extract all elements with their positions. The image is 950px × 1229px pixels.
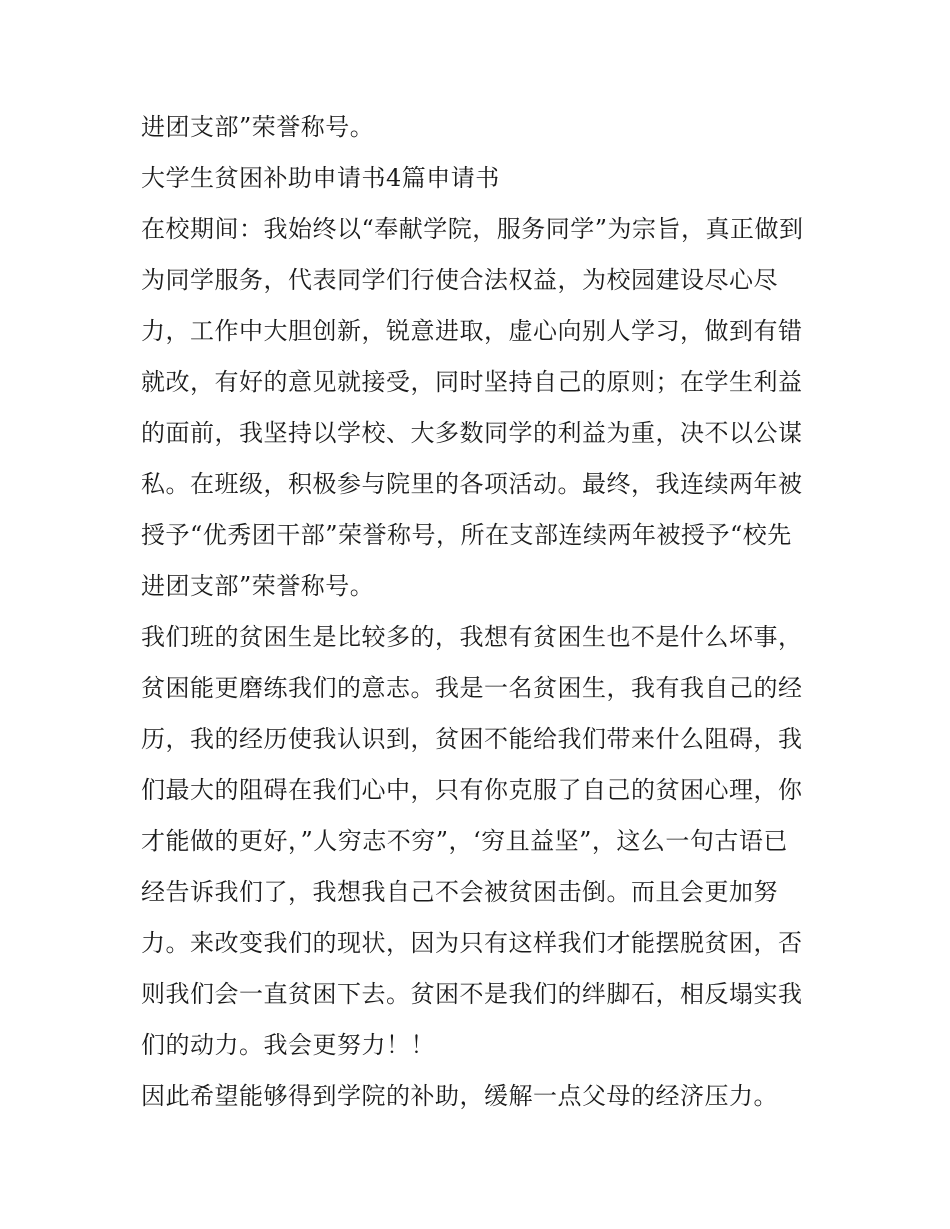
text-line: 授予“优秀团干部”荣誉称号，所在支部连续两年被授予“校先 — [141, 521, 792, 549]
text-line: 的面前，我坚持以学校、大多数同学的利益为重，决不以公谋 — [141, 419, 803, 447]
text-line: 我们班的贫困生是比较多的，我想有贫困生也不是什么坏事， — [141, 623, 803, 651]
text-line: 贫困能更磨练我们的意志。我是一名贫困生，我有我自己的经 — [141, 674, 803, 702]
section-title: 大学生贫困补助申请书4篇申请书 — [141, 164, 500, 192]
text-line: 力，工作中大胆创新，锐意进取，虚心向别人学习，做到有错 — [141, 317, 803, 345]
text-line: 则我们会一直贫困下去。贫困不是我们的绊脚石，相反塌实我 — [141, 980, 803, 1008]
text-line: 在校期间：我始终以“奉献学院，服务同学”为宗旨，真正做到 — [141, 215, 804, 243]
text-line: 因此希望能够得到学院的补助，缓解一点父母的经济压力。 — [141, 1082, 778, 1110]
text-line: 们最大的阻碍在我们心中，只有你克服了自己的贫困心理，你 — [141, 776, 803, 804]
text-line: 才能做的更好，”人穷志不穷”，‘穷且益坚”，这么一句古语已 — [141, 827, 788, 855]
text-line: 力。来改变我们的现状，因为只有这样我们才能摆脱贫困，否 — [141, 929, 803, 957]
text-line: 进团支部”荣誉称号。 — [141, 572, 375, 600]
text-line: 为同学服务，代表同学们行使合法权益，为校园建设尽心尽 — [141, 266, 778, 294]
text-line: 经告诉我们了，我想我自己不会被贫困击倒。而且会更加努 — [141, 878, 778, 906]
text-line: 进团支部”荣誉称号。 — [141, 113, 375, 141]
text-line: 们的动力。我会更努力！！ — [141, 1031, 435, 1059]
text-line: 历，我的经历使我认识到，贫困不能给我们带来什么阻碍，我 — [141, 725, 803, 753]
text-line: 私。在班级，积极参与院里的各项活动。最终，我连续两年被 — [141, 470, 803, 498]
text-line: 就改，有好的意见就接受，同时坚持自己的原则；在学生利益 — [141, 368, 803, 396]
